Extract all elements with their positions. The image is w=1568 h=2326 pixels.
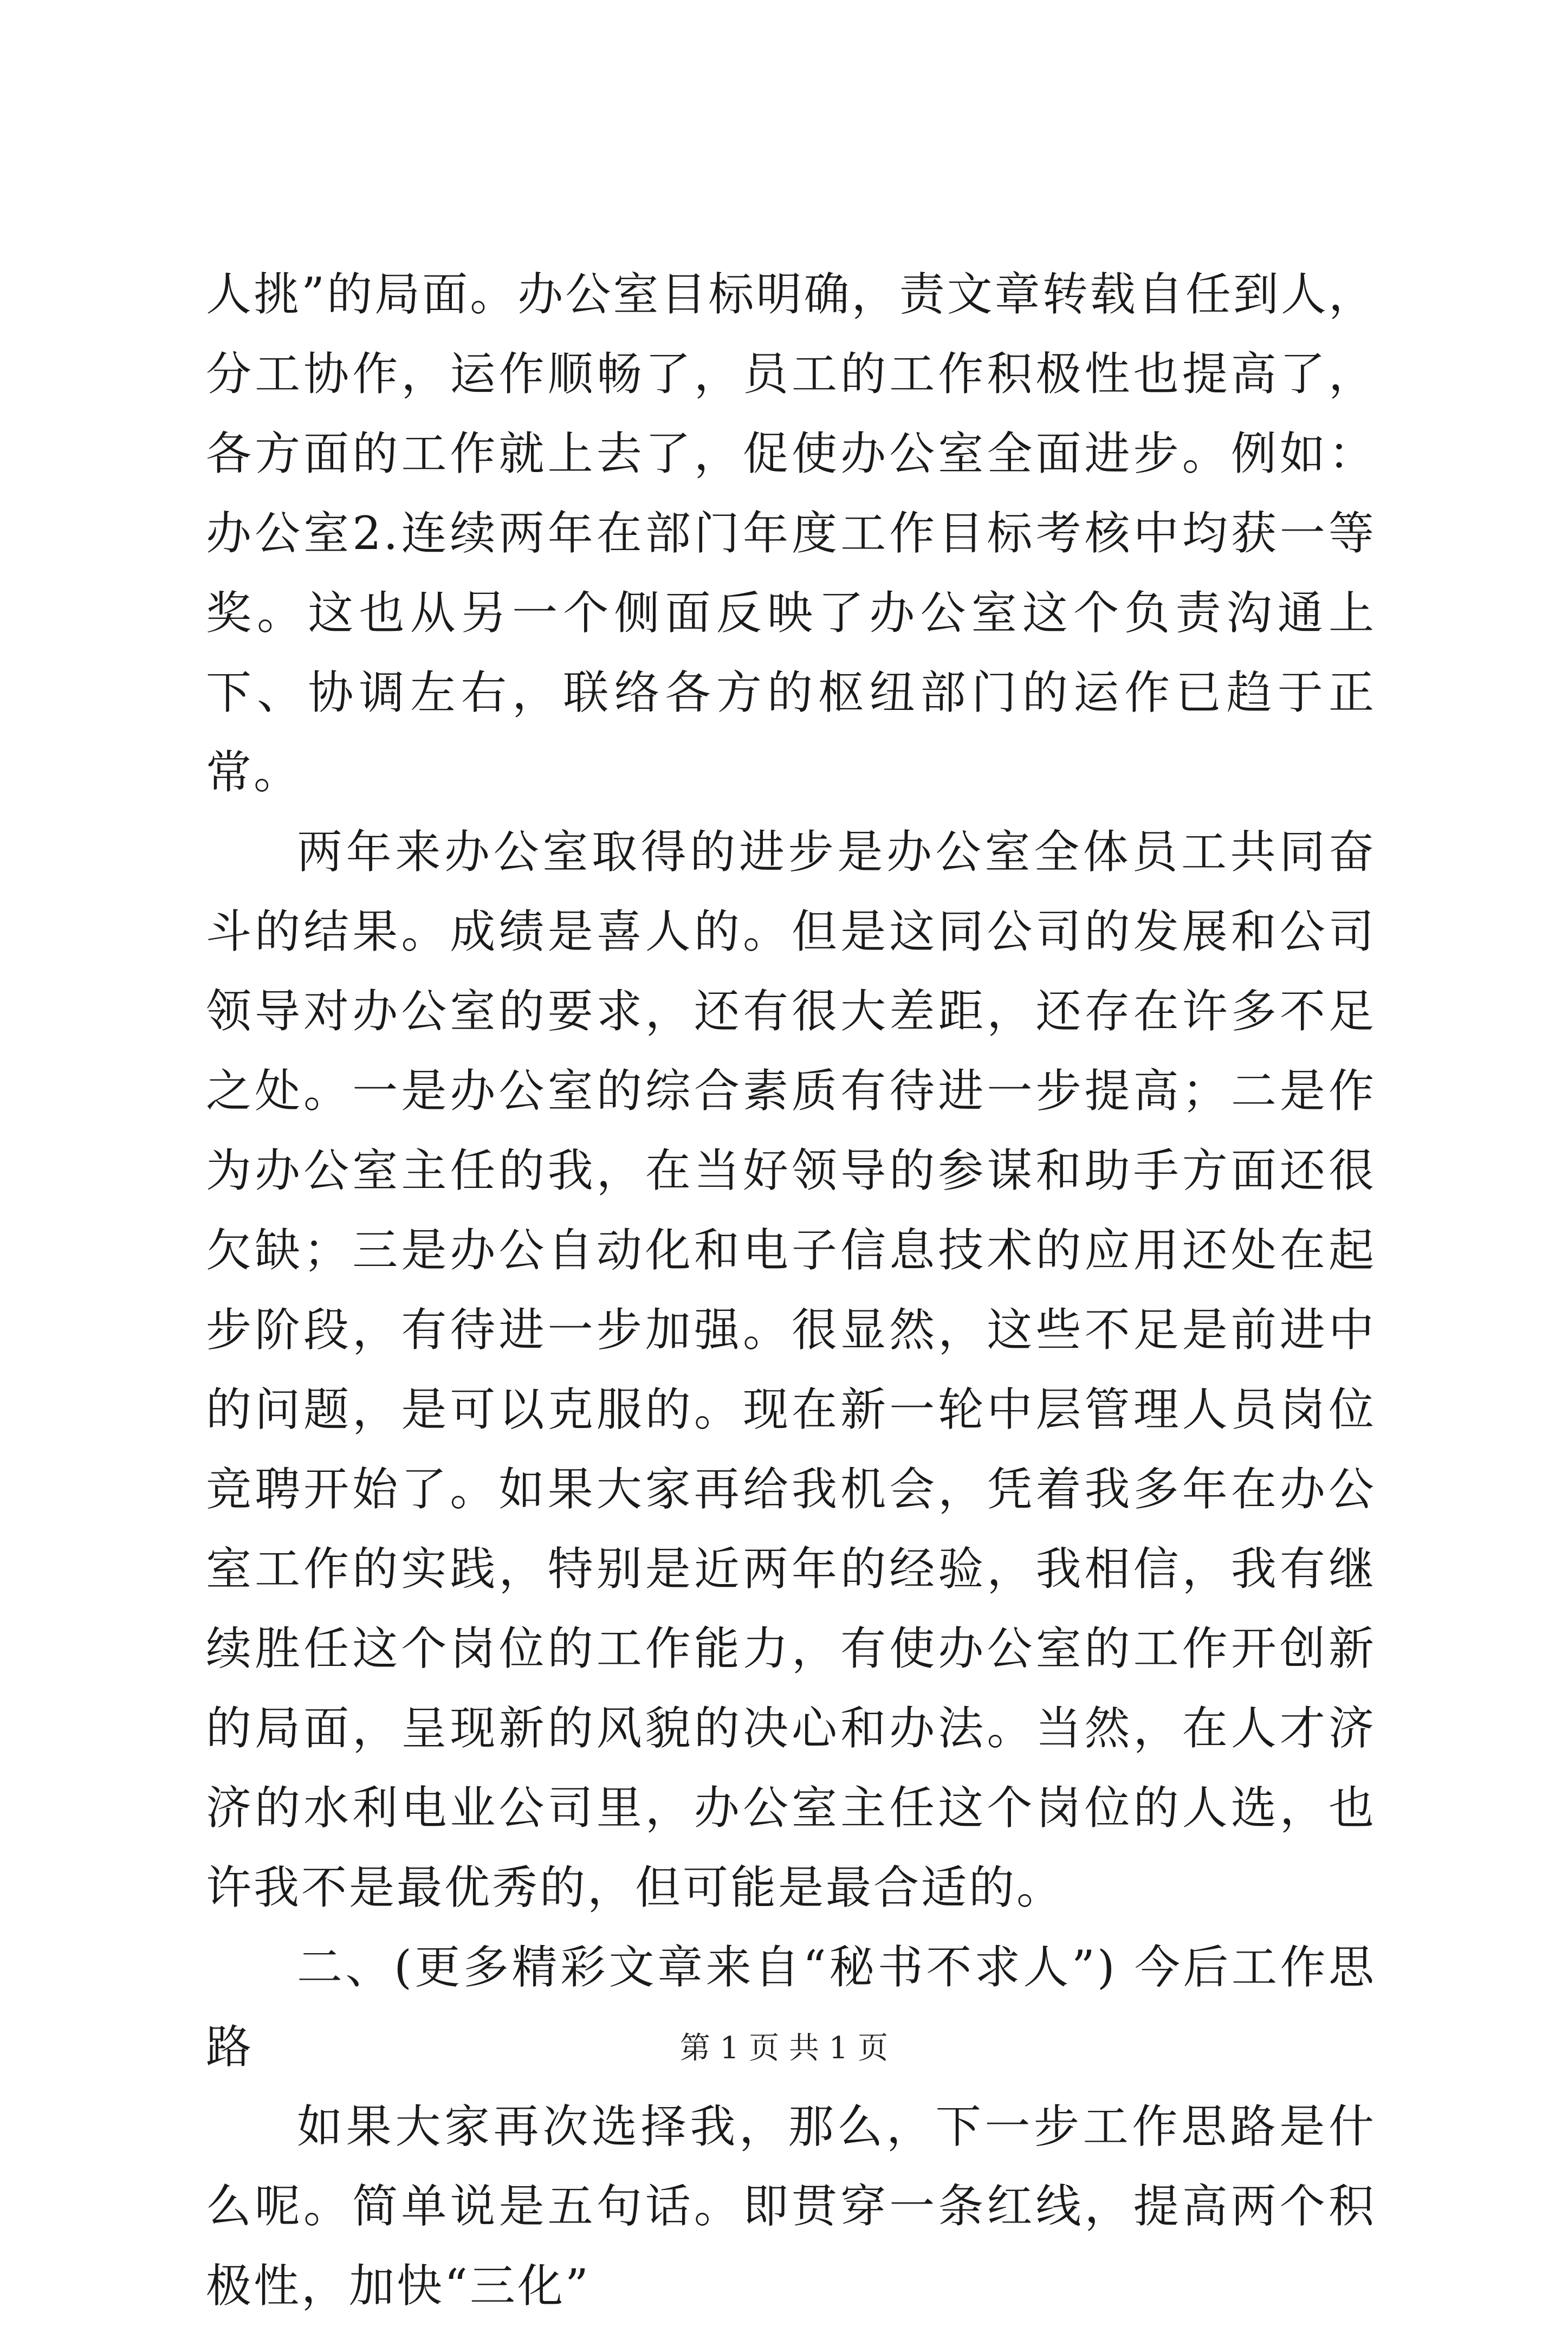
- document-body: [206, 255, 1376, 2326]
- paragraph-continuation: 人挑”的局面。办公室目标明确，责文章转载自任到人，分工协作，运作顺畅了，员工的工作积极性也提高了，各方面的工作就上去了，促使办公室全面进步。例如：办公室2.连续两年在部门年度工作目标考核中均获一等奖。这也从另一个侧面反映了办公室这个负责沟通上下、协调左右，联络各方的枢纽部门的运作已趋于正常。: [206, 268, 1376, 799]
- paragraph-progress: 两年来办公室取得的进步是办公室全体员工共同奋斗的结果。成绩是喜人的。但是这同公司的发展和公司领导对办公室的要求，还有很大差距，还存在许多不足之处。一是办公室的综合素质有待进一步提高；二是作为办公室主任的我，在当好领导的参谋和助手方面还很欠缺；三是办公自动化和电子信息技术的应用还处在起步阶段，有待进一步加强。很显然，这些不足是前进中的问题，是可以克服的。现在新一轮中层管理人员岗位竞聘开始了。如果大家再给我机会，凭着我多年在办公室工作的实践，特别是近两年的经验，我相信，我有继续胜任这个岗位的工作能力，有使办公室的工作开创新的局面，呈现新的风貌的决心和办法。当然，在人才济济的水利电业公司里，办公室主任这个岗位的人选，也许我不是最优秀的，但可能是最合适的。: [206, 825, 1376, 1914]
- section-heading: 二、(更多精彩文章来自“秘书不求人”) 今后工作思路: [206, 1941, 1376, 2073]
- page-footer: 第 1 页 共 1 页: [679, 2031, 889, 2066]
- paragraph-work-plan: 如果大家再次选择我，那么，下一步工作思路是什么呢。简单说是五句话。即贯穿一条红线，提高两个积极性，加快“三化”: [206, 2100, 1376, 2312]
